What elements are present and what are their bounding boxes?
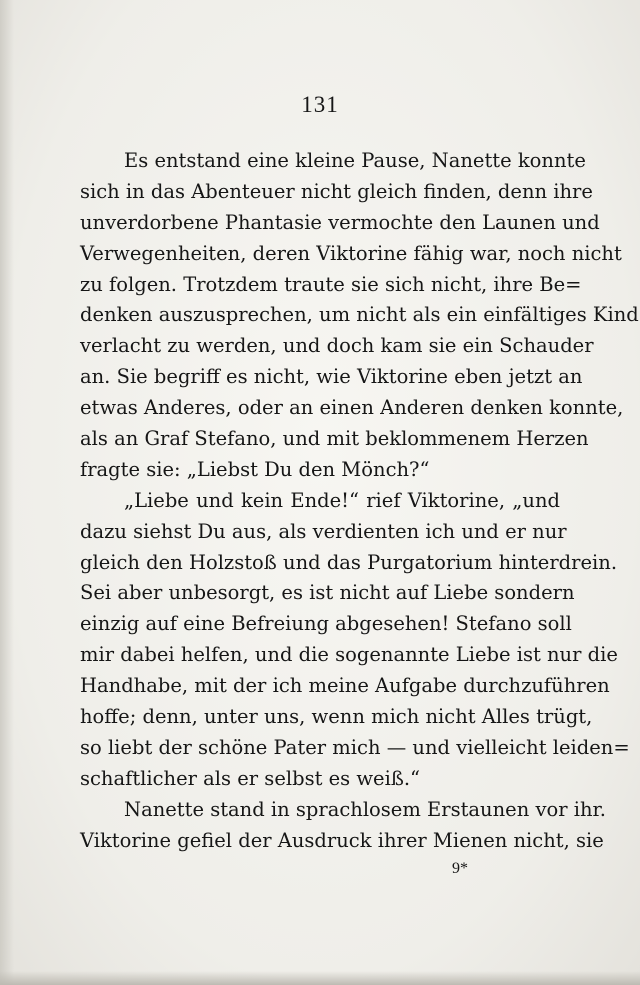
text-line: etwas Anderes, oder an einen Anderen denken konnte,: [80, 396, 624, 420]
text-line: zu folgen. Trotzdem traute sie sich nicht, ihre Be=: [80, 272, 582, 296]
body-text: [80, 146, 639, 856]
text-line: einzig auf eine Befreiung abgesehen! Stefano soll: [80, 612, 572, 636]
text-line: Sei aber unbesorgt, es ist nicht auf Liebe sondern: [80, 581, 575, 605]
page-edge-shadow: [0, 0, 14, 985]
signature-mark: 9*: [452, 860, 468, 877]
text-line: „Liebe und kein Ende!“ rief Viktorine, „und: [124, 488, 560, 512]
text-line: hoffe; denn, unter uns, wenn mich nicht Alles trügt,: [80, 705, 593, 729]
text-line: so liebt der schöne Pater mich — und vielleicht leiden=: [80, 735, 630, 759]
text-line: fragte sie: „Liebst Du den Mönch?“: [80, 457, 430, 481]
text-line: gleich den Holzstoß und das Purgatorium hinterdrein.: [80, 550, 618, 574]
text-line: sich in das Abenteuer nicht gleich finden, denn ihre: [80, 179, 593, 203]
text-line: als an Graf Stefano, und mit beklommenem Herzen: [80, 427, 589, 451]
text-line: an. Sie begriff es nicht, wie Viktorine eben jetzt an: [80, 365, 583, 389]
text-line: verlacht zu werden, und doch kam sie ein Schauder: [80, 334, 594, 358]
page-bottom-shadow: [0, 971, 640, 985]
text-line: unverdorbene Phantasie vermochte den Launen und: [80, 210, 600, 234]
page-number: 131: [301, 92, 339, 117]
text-line: mir dabei helfen, und die sogenannte Liebe ist nur die: [80, 643, 618, 667]
text-line: Es entstand eine kleine Pause, Nanette konnte: [124, 149, 586, 172]
text-line: denken auszusprechen, um nicht als ein einfältiges Kind: [80, 303, 639, 327]
text-line: Viktorine gefiel der Ausdruck ihrer Mienen nicht, sie: [80, 828, 604, 852]
text-line: Handhabe, mit der ich meine Aufgabe durchzuführen: [80, 674, 610, 698]
text-line: Verwegenheiten, deren Viktorine fähig war, noch nicht: [80, 241, 622, 265]
text-line: dazu siehst Du aus, als verdienten ich und er nur: [80, 519, 567, 543]
text-line: Nanette stand in sprachlosem Erstaunen vor ihr.: [124, 797, 606, 821]
text-line: schaftlicher als er selbst es weiß.“: [80, 766, 421, 790]
